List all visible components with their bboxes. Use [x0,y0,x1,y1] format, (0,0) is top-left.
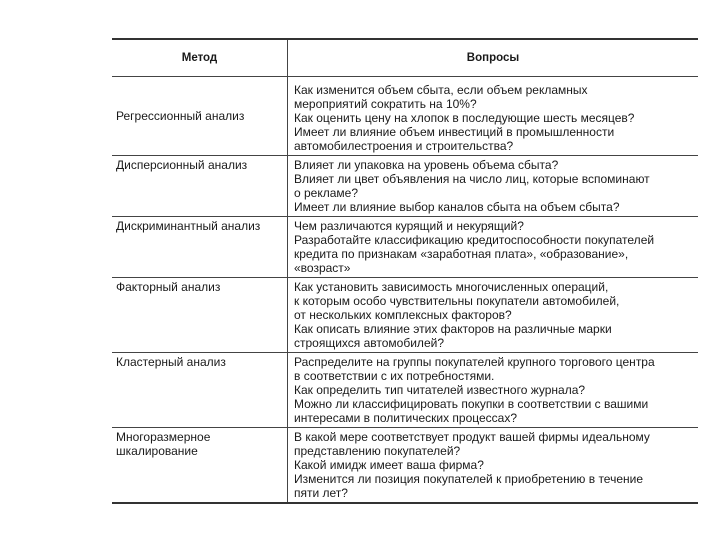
question-line: Как оценить цену на хлопок в последующие шесть месяцев? [294,111,635,125]
questions-cell [288,217,698,277]
question-line: Как определить тип читателей известного журнала? [294,383,586,397]
method-line: Регрессионный анализ [116,109,245,123]
methods-table [112,38,698,504]
question-line: интересами в политических процессах? [294,411,518,425]
method-cell [112,278,288,352]
question-line: представлению покупателей? [294,444,461,458]
question-line: о рекламе? [294,186,359,200]
questions-cell [288,156,698,216]
question-line: В какой мере соответствует продукт вашей фирмы идеальному [294,430,650,444]
table-row [112,156,698,217]
question-line: Влияет ли цвет объявления на число лиц, которые вспоминают [294,172,650,186]
method-line: Факторный анализ [116,280,221,294]
method-cell [112,428,288,502]
question-line: Имеет ли влияние выбор каналов сбыта на объем сбыта? [294,200,620,214]
question-line: Чем различаются курящий и некурящий? [294,219,524,233]
question-line: в соответствии с их потребностями. [294,369,495,383]
header-questions: Вопросы [466,52,520,64]
question-line: «возраст» [294,261,351,275]
question-line: от нескольких комплексных факторов? [294,308,512,322]
question-line: Разработайте классификацию кредитоспособности покупателей [294,233,655,247]
method-cell [112,217,288,277]
question-line: Изменится ли позиция покупателей к приобретению в течение [294,472,644,486]
question-line: пяти лет? [294,486,348,500]
question-line: Как описать влияние этих факторов на различные марки [294,322,612,336]
header-method: Метод [112,40,288,76]
question-line: Как установить зависимость многочисленных операций, [294,280,609,294]
table-row [112,428,698,502]
questions-cell [288,77,698,155]
method-cell [112,353,288,427]
question-line: мероприятий сократить на 10%? [294,97,477,111]
method-line: Многоразмерное [116,430,211,444]
questions-cell [288,278,698,352]
method-line: шкалирование [116,444,198,458]
table-header-row [112,40,698,77]
method-line: Дискриминантный анализ [116,219,261,233]
table-row [112,217,698,278]
questions-cell [288,428,698,502]
method-line: Кластерный анализ [116,355,226,369]
table-row [112,77,698,156]
question-line: кредита по признакам «заработная плата», «образование», [294,247,629,261]
method-cell [112,77,288,155]
method-cell [112,156,288,216]
table-row [112,353,698,428]
question-line: Можно ли классифицировать покупки в соответствии с вашими [294,397,649,411]
question-line: Имеет ли влияние объем инвестиций в промышленности [294,125,615,139]
question-line: строящихся автомобилей? [294,336,444,350]
question-line: автомобилестроения и строительства? [294,139,514,153]
question-line: Какой имидж имеет ваша фирма? [294,458,484,472]
question-line: Влияет ли упаковка на уровень объема сбыта? [294,158,559,172]
question-line: к которым особо чувствительны покупатели автомобилей, [294,294,620,308]
method-line: Дисперсионный анализ [116,158,248,172]
questions-cell [288,353,698,427]
question-line: Распределите на группы покупателей крупного торгового центра [294,355,655,369]
question-line: Как изменится объем сбыта, если объем рекламных [294,83,588,97]
table-row [112,278,698,353]
